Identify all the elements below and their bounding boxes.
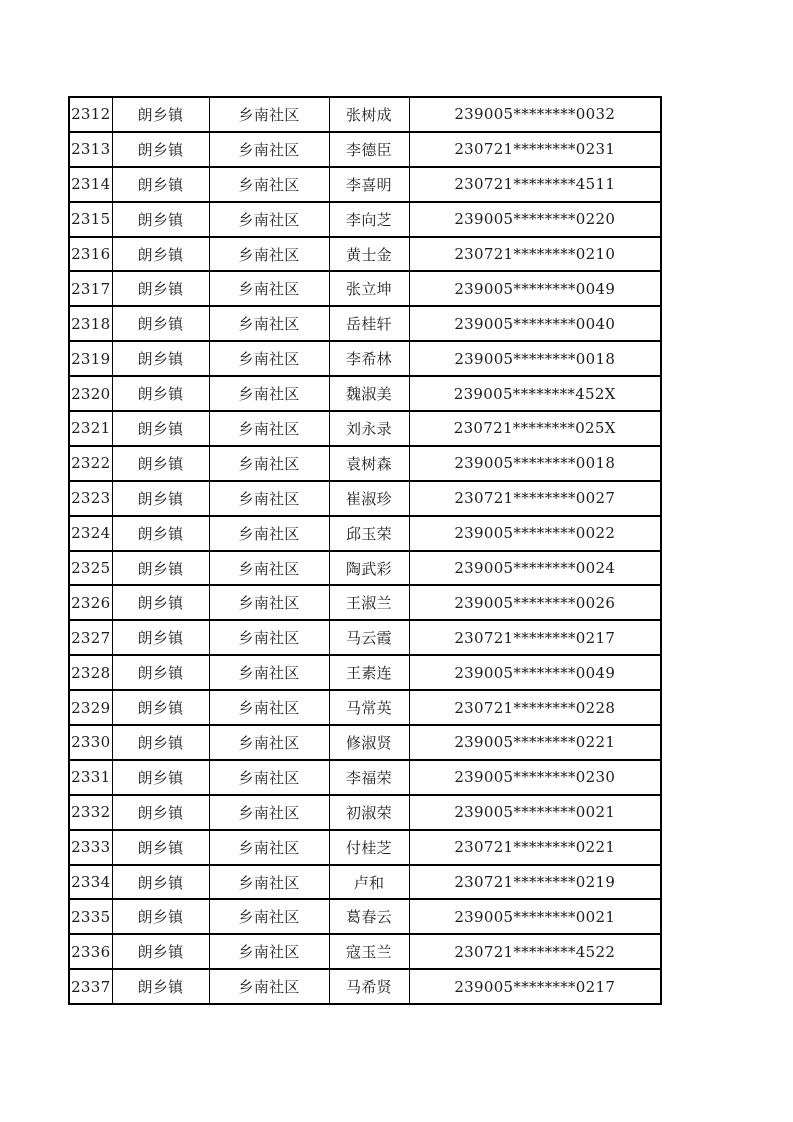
row-index-cell: 2322 bbox=[69, 446, 112, 481]
table-row bbox=[69, 934, 661, 969]
id-number-cell: 230721********0221 bbox=[409, 830, 661, 865]
roster-table bbox=[68, 96, 662, 1005]
id-number-cell: 230721********4511 bbox=[409, 167, 661, 202]
id-number-cell: 230721********0231 bbox=[409, 132, 661, 167]
name-cell: 李德臣 bbox=[329, 132, 409, 167]
table-row bbox=[69, 795, 661, 830]
row-index-cell: 2330 bbox=[69, 725, 112, 760]
community-cell: 乡南社区 bbox=[209, 551, 329, 586]
table-row bbox=[69, 271, 661, 306]
name-cell: 马常英 bbox=[329, 690, 409, 725]
name-cell: 邱玉荣 bbox=[329, 516, 409, 551]
name-cell: 李喜明 bbox=[329, 167, 409, 202]
community-cell: 乡南社区 bbox=[209, 132, 329, 167]
table-row bbox=[69, 760, 661, 795]
id-number-cell: 230721********0027 bbox=[409, 481, 661, 516]
table-row bbox=[69, 899, 661, 934]
town-cell: 朗乡镇 bbox=[112, 899, 209, 934]
row-index-cell: 2317 bbox=[69, 271, 112, 306]
table-row bbox=[69, 341, 661, 376]
row-index-cell: 2326 bbox=[69, 585, 112, 620]
row-index-cell: 2314 bbox=[69, 167, 112, 202]
name-cell: 袁树森 bbox=[329, 446, 409, 481]
id-number-cell: 230721********025X bbox=[409, 411, 661, 446]
row-index-cell: 2329 bbox=[69, 690, 112, 725]
table-row bbox=[69, 620, 661, 655]
row-index-cell: 2332 bbox=[69, 795, 112, 830]
id-number-cell: 239005********0026 bbox=[409, 585, 661, 620]
row-index-cell: 2333 bbox=[69, 830, 112, 865]
table-row bbox=[69, 865, 661, 900]
id-number-cell: 239005********0221 bbox=[409, 725, 661, 760]
table-row bbox=[69, 585, 661, 620]
id-number-cell: 239005********0021 bbox=[409, 899, 661, 934]
community-cell: 乡南社区 bbox=[209, 481, 329, 516]
community-cell: 乡南社区 bbox=[209, 655, 329, 690]
town-cell: 朗乡镇 bbox=[112, 411, 209, 446]
name-cell: 寇玉兰 bbox=[329, 934, 409, 969]
name-cell: 初淑荣 bbox=[329, 795, 409, 830]
name-cell: 王素连 bbox=[329, 655, 409, 690]
row-index-cell: 2320 bbox=[69, 376, 112, 411]
table-row bbox=[69, 167, 661, 202]
name-cell: 王淑兰 bbox=[329, 585, 409, 620]
table-row bbox=[69, 481, 661, 516]
name-cell: 刘永录 bbox=[329, 411, 409, 446]
id-number-cell: 239005********0049 bbox=[409, 655, 661, 690]
table-row bbox=[69, 969, 661, 1004]
name-cell: 魏淑美 bbox=[329, 376, 409, 411]
id-number-cell: 239005********0018 bbox=[409, 341, 661, 376]
name-cell: 卢和 bbox=[329, 865, 409, 900]
row-index-cell: 2336 bbox=[69, 934, 112, 969]
town-cell: 朗乡镇 bbox=[112, 830, 209, 865]
row-index-cell: 2312 bbox=[69, 97, 112, 132]
name-cell: 张树成 bbox=[329, 97, 409, 132]
community-cell: 乡南社区 bbox=[209, 690, 329, 725]
id-number-cell: 230721********0228 bbox=[409, 690, 661, 725]
id-number-cell: 239005********0049 bbox=[409, 271, 661, 306]
table-row bbox=[69, 446, 661, 481]
town-cell: 朗乡镇 bbox=[112, 237, 209, 272]
row-index-cell: 2319 bbox=[69, 341, 112, 376]
table-row bbox=[69, 376, 661, 411]
row-index-cell: 2318 bbox=[69, 306, 112, 341]
community-cell: 乡南社区 bbox=[209, 411, 329, 446]
town-cell: 朗乡镇 bbox=[112, 795, 209, 830]
id-number-cell: 239005********0032 bbox=[409, 97, 661, 132]
row-index-cell: 2328 bbox=[69, 655, 112, 690]
town-cell: 朗乡镇 bbox=[112, 551, 209, 586]
community-cell: 乡南社区 bbox=[209, 341, 329, 376]
community-cell: 乡南社区 bbox=[209, 167, 329, 202]
town-cell: 朗乡镇 bbox=[112, 481, 209, 516]
name-cell: 黄士金 bbox=[329, 237, 409, 272]
name-cell: 修淑贤 bbox=[329, 725, 409, 760]
community-cell: 乡南社区 bbox=[209, 934, 329, 969]
community-cell: 乡南社区 bbox=[209, 271, 329, 306]
id-number-cell: 239005********0021 bbox=[409, 795, 661, 830]
row-index-cell: 2316 bbox=[69, 237, 112, 272]
town-cell: 朗乡镇 bbox=[112, 341, 209, 376]
row-index-cell: 2335 bbox=[69, 899, 112, 934]
row-index-cell: 2331 bbox=[69, 760, 112, 795]
community-cell: 乡南社区 bbox=[209, 202, 329, 237]
community-cell: 乡南社区 bbox=[209, 865, 329, 900]
row-index-cell: 2313 bbox=[69, 132, 112, 167]
table-row bbox=[69, 237, 661, 272]
name-cell: 岳桂轩 bbox=[329, 306, 409, 341]
town-cell: 朗乡镇 bbox=[112, 516, 209, 551]
name-cell: 葛春云 bbox=[329, 899, 409, 934]
town-cell: 朗乡镇 bbox=[112, 271, 209, 306]
name-cell: 李向芝 bbox=[329, 202, 409, 237]
community-cell: 乡南社区 bbox=[209, 446, 329, 481]
town-cell: 朗乡镇 bbox=[112, 934, 209, 969]
name-cell: 陶武彩 bbox=[329, 551, 409, 586]
name-cell: 崔淑珍 bbox=[329, 481, 409, 516]
town-cell: 朗乡镇 bbox=[112, 376, 209, 411]
row-index-cell: 2324 bbox=[69, 516, 112, 551]
id-number-cell: 239005********0040 bbox=[409, 306, 661, 341]
id-number-cell: 230721********0217 bbox=[409, 620, 661, 655]
community-cell: 乡南社区 bbox=[209, 97, 329, 132]
table-row bbox=[69, 132, 661, 167]
table-row bbox=[69, 690, 661, 725]
table-row bbox=[69, 655, 661, 690]
community-cell: 乡南社区 bbox=[209, 306, 329, 341]
table-row bbox=[69, 551, 661, 586]
table-row bbox=[69, 516, 661, 551]
id-number-cell: 230721********0219 bbox=[409, 865, 661, 900]
table-row bbox=[69, 97, 661, 132]
community-cell: 乡南社区 bbox=[209, 725, 329, 760]
town-cell: 朗乡镇 bbox=[112, 97, 209, 132]
name-cell: 马希贤 bbox=[329, 969, 409, 1004]
name-cell: 付桂芝 bbox=[329, 830, 409, 865]
row-index-cell: 2337 bbox=[69, 969, 112, 1004]
town-cell: 朗乡镇 bbox=[112, 167, 209, 202]
town-cell: 朗乡镇 bbox=[112, 202, 209, 237]
id-number-cell: 239005********0220 bbox=[409, 202, 661, 237]
table-row bbox=[69, 830, 661, 865]
town-cell: 朗乡镇 bbox=[112, 655, 209, 690]
id-number-cell: 239005********0230 bbox=[409, 760, 661, 795]
town-cell: 朗乡镇 bbox=[112, 969, 209, 1004]
community-cell: 乡南社区 bbox=[209, 585, 329, 620]
id-number-cell: 230721********0210 bbox=[409, 237, 661, 272]
community-cell: 乡南社区 bbox=[209, 516, 329, 551]
town-cell: 朗乡镇 bbox=[112, 446, 209, 481]
town-cell: 朗乡镇 bbox=[112, 620, 209, 655]
name-cell: 张立坤 bbox=[329, 271, 409, 306]
community-cell: 乡南社区 bbox=[209, 620, 329, 655]
roster-table-body bbox=[69, 97, 661, 1004]
row-index-cell: 2321 bbox=[69, 411, 112, 446]
row-index-cell: 2325 bbox=[69, 551, 112, 586]
community-cell: 乡南社区 bbox=[209, 760, 329, 795]
town-cell: 朗乡镇 bbox=[112, 585, 209, 620]
town-cell: 朗乡镇 bbox=[112, 690, 209, 725]
town-cell: 朗乡镇 bbox=[112, 760, 209, 795]
name-cell: 李福荣 bbox=[329, 760, 409, 795]
table-row bbox=[69, 411, 661, 446]
community-cell: 乡南社区 bbox=[209, 795, 329, 830]
town-cell: 朗乡镇 bbox=[112, 132, 209, 167]
name-cell: 马云霞 bbox=[329, 620, 409, 655]
id-number-cell: 230721********4522 bbox=[409, 934, 661, 969]
name-cell: 李希林 bbox=[329, 341, 409, 376]
id-number-cell: 239005********0018 bbox=[409, 446, 661, 481]
table-row bbox=[69, 202, 661, 237]
community-cell: 乡南社区 bbox=[209, 899, 329, 934]
id-number-cell: 239005********452X bbox=[409, 376, 661, 411]
table-row bbox=[69, 306, 661, 341]
town-cell: 朗乡镇 bbox=[112, 725, 209, 760]
row-index-cell: 2323 bbox=[69, 481, 112, 516]
row-index-cell: 2334 bbox=[69, 865, 112, 900]
row-index-cell: 2315 bbox=[69, 202, 112, 237]
table-row bbox=[69, 725, 661, 760]
row-index-cell: 2327 bbox=[69, 620, 112, 655]
community-cell: 乡南社区 bbox=[209, 969, 329, 1004]
id-number-cell: 239005********0022 bbox=[409, 516, 661, 551]
town-cell: 朗乡镇 bbox=[112, 306, 209, 341]
community-cell: 乡南社区 bbox=[209, 830, 329, 865]
community-cell: 乡南社区 bbox=[209, 376, 329, 411]
id-number-cell: 239005********0217 bbox=[409, 969, 661, 1004]
id-number-cell: 239005********0024 bbox=[409, 551, 661, 586]
community-cell: 乡南社区 bbox=[209, 237, 329, 272]
town-cell: 朗乡镇 bbox=[112, 865, 209, 900]
